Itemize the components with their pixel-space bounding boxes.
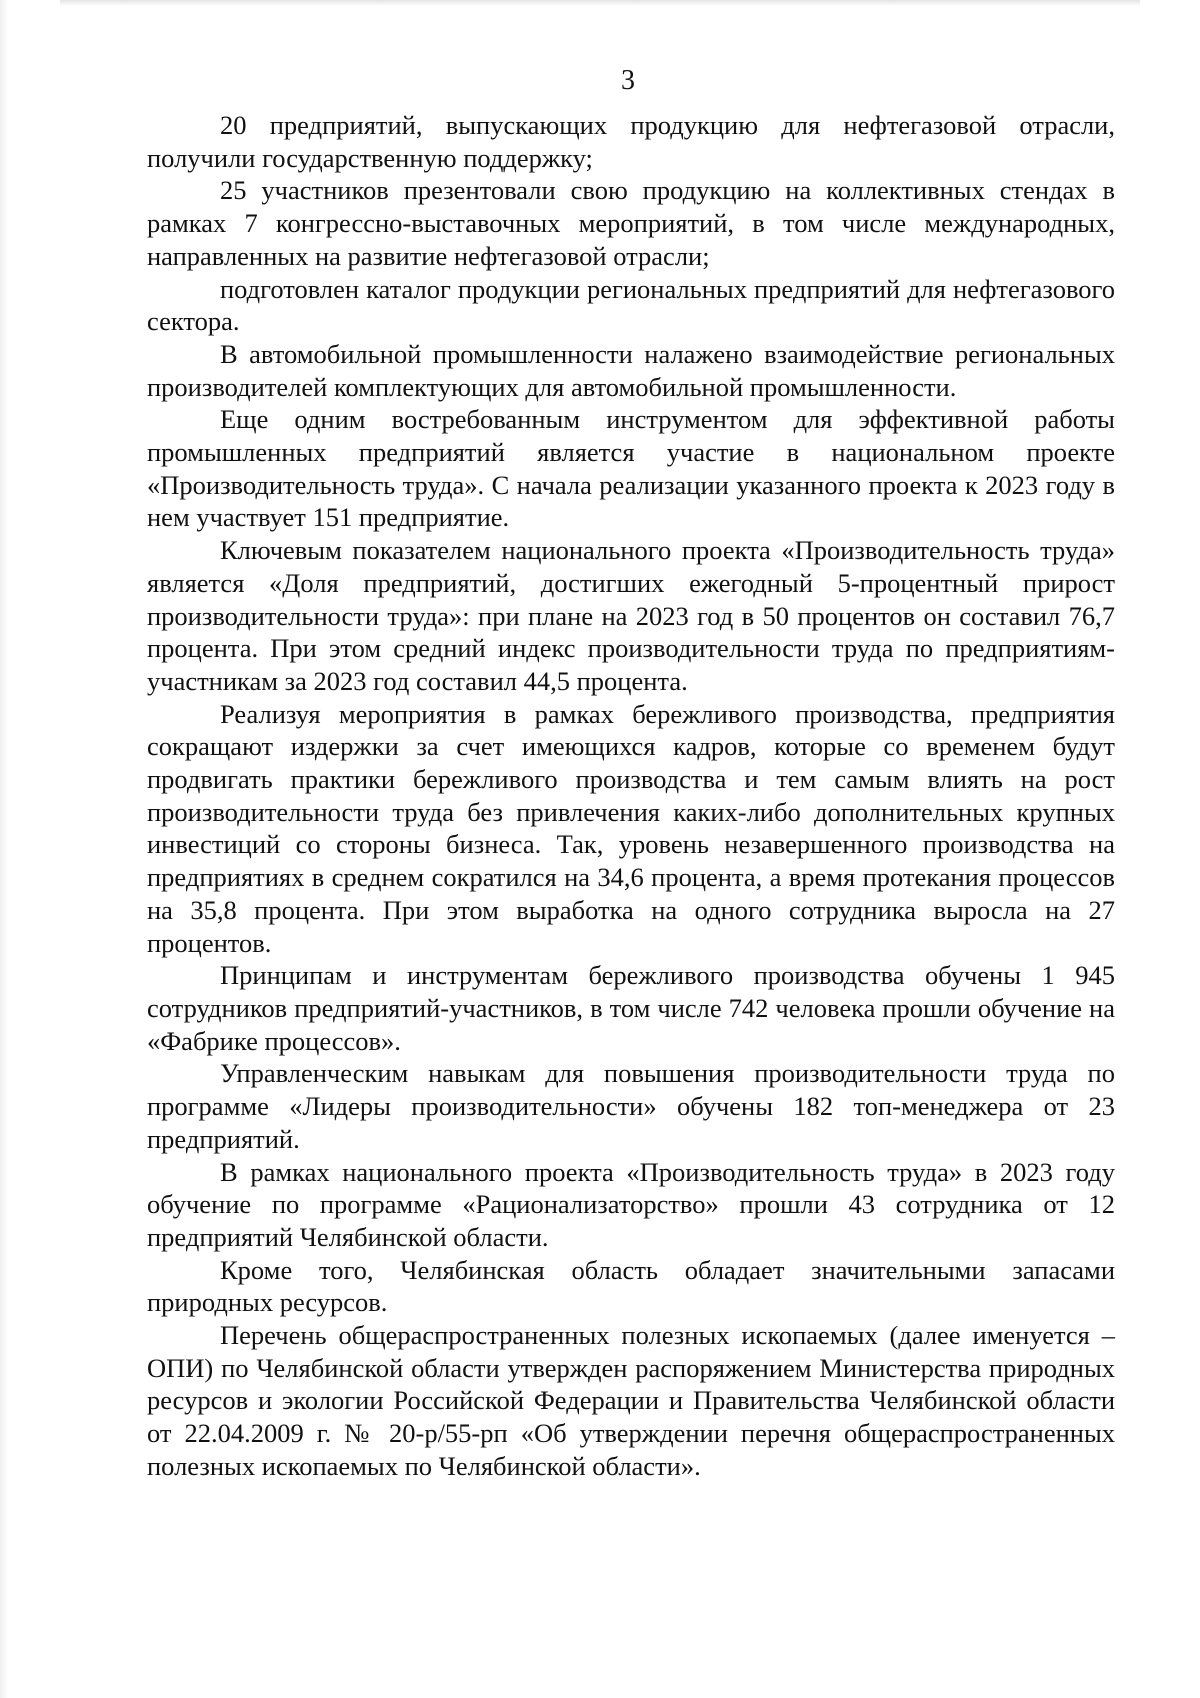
paragraph-natural-resources: Кроме того, Челябинская область обладает значительными запасами природных ресурсов.: [147, 1254, 1115, 1318]
paragraph-lean-production: Реализуя мероприятия в рамках бережливого производства, предприятия сокращают издержки за счет имеющихся кадров, которые со временем будут продвигать практики бережливого производства и тем самым влиять на рост производительности труда без привлечения каких-либо дополнительных крупных инвестиций со стороны бизнеса. Так, уровень незавершенного производства на предприятиях в среднем сократился на 34,6 процента, а время протекания процессов на 35,8 процента. При этом выработка на одного сотрудника выросла на 27 процентов.: [147, 698, 1115, 958]
paragraph-rationalization: В рамках национального проекта «Производительность труда» в 2023 году обучение по программе «Рационализаторство» прошли 43 сотрудника от 12 предприятий Челябинской области.: [147, 1156, 1115, 1252]
paragraph-key-indicator: Ключевым показателем национального проекта «Производительность труда» является «Доля предприятий, достигших ежегодный 5-процентный прирост производительности труда»: при плане на 2023 год в 50 процентов он составил 76,7 процента. При этом средний индекс производительности труда по предприятиям-участникам за 2023 год составил 44,5 процента.: [147, 535, 1115, 696]
paragraph-mineral-list: Перечень общераспространенных полезных ископаемых (далее именуется – ОПИ) по Челябинской области утвержден распоряжением Министерства природных ресурсов и экологии Российской Федерации и Правительства Челябинской области от 22.04.2009 г. № 20-р/55-рп «Об утверждении перечня общераспространенных полезных ископаемых по Челябинской области».: [147, 1320, 1115, 1481]
paragraph-national-project: Еще одним востребованным инструментом для эффективной работы промышленных предприятий является участие в национальном проекте «Производительность труда». С начала реализации указанного проекта к 2023 году в нем участвует 151 предприятие.: [147, 404, 1115, 533]
paragraph-product-catalog: подготовлен каталог продукции региональных предприятий для нефтегазового сектора.: [147, 273, 1115, 337]
paragraph-oil-gas-support: 20 предприятий, выпускающих продукцию для нефтегазовой отрасли, получили государственную поддержку;: [147, 110, 1115, 173]
document-body: [147, 109, 1115, 1483]
paragraph-automotive-industry: В автомобильной промышленности налажено взаимодействие региональных производителей комплектующих для автомобильной промышленности.: [147, 338, 1115, 402]
scan-edge-top: [60, 0, 1140, 6]
paragraph-exhibition-stands: 25 участников презентовали свою продукцию на коллективных стендах в рамках 7 конгрессно-выставочных мероприятий, в том числе международных, направленных на развитие нефтегазовой отрасли;: [147, 175, 1115, 271]
page-number: 3: [621, 65, 635, 96]
scan-edge-left: [0, 0, 8, 1698]
paragraph-lean-training: Принципам и инструментам бережливого производства обучены 1 945 сотрудников предприятий-участников, в том числе 742 человека прошли обучение на «Фабрике процессов».: [147, 960, 1115, 1056]
paragraph-management-skills: Управленческим навыкам для повышения производительности труда по программе «Лидеры производительности» обучены 182 топ-менеджера от 23 предприятий.: [147, 1058, 1115, 1154]
